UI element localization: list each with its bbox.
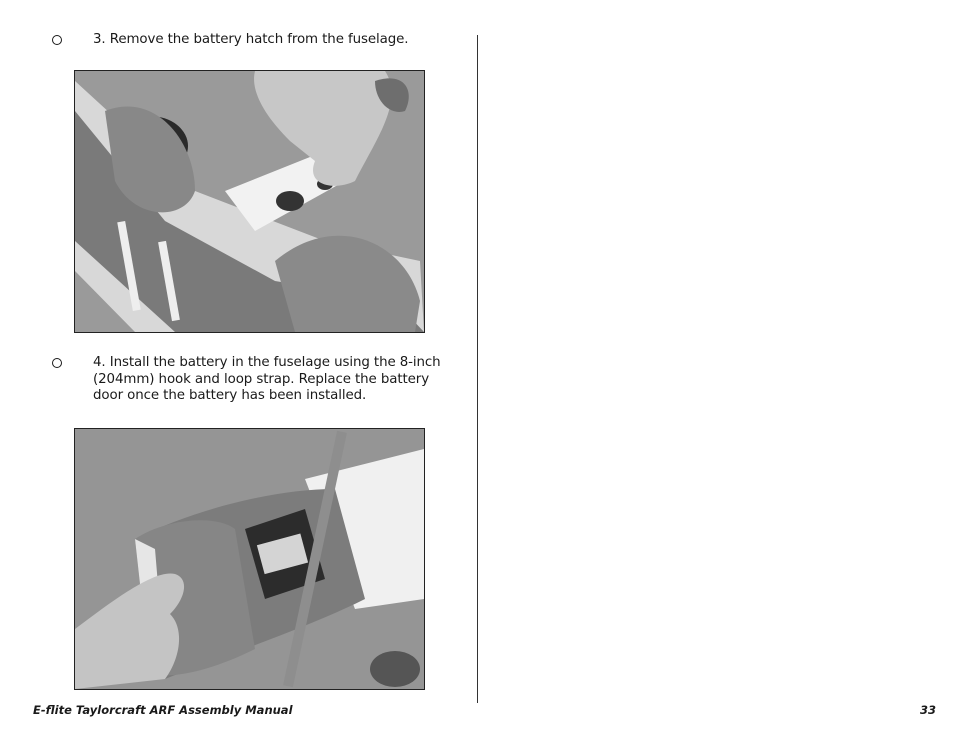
photo-battery-installed-icon (75, 429, 424, 689)
step-checkbox-icon[interactable] (52, 35, 62, 45)
battery-installed-photo (74, 428, 425, 690)
step-3-text: 3. Remove the battery hatch from the fuselage. (93, 32, 409, 47)
page-number: 33 (919, 703, 936, 717)
step-checkbox-icon[interactable] (52, 358, 62, 368)
photo-battery-hatch-removal-icon (75, 71, 424, 332)
manual-title: E-flite Taylorcraft ARF Assembly Manual (33, 703, 293, 717)
step-4-text: 4. Install the battery in the fuselage using the 8-inch (204mm) hook and loop strap. Replace the battery door once the battery has been installed. (93, 355, 441, 403)
battery-hatch-photo (74, 70, 425, 333)
column-divider (477, 35, 478, 703)
